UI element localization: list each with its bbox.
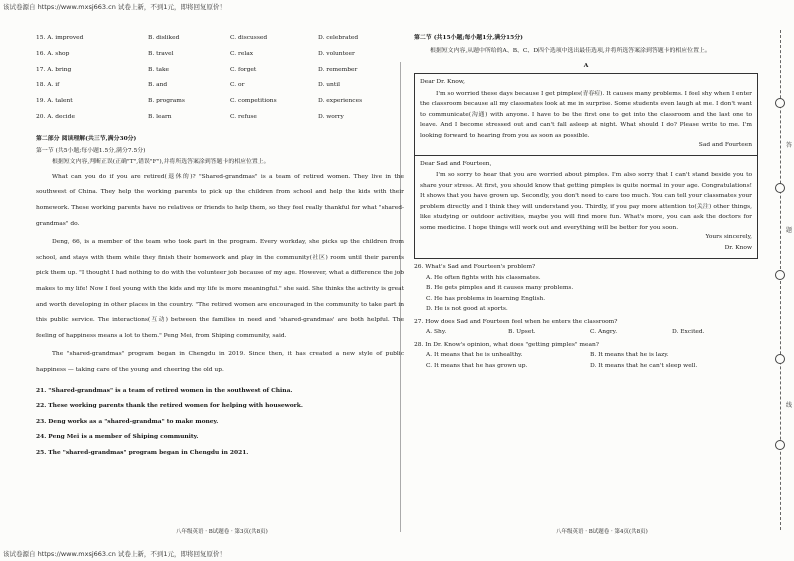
- passage-paragraph: What can you do if you are retired(退休的)? "Shared-grandmas" is a team of retired women. They live in the southwest of China. They help the working parents to pick up the children from school and help the kids with their homework. These working parents have no relatives or friends to help them, so they feel really thankful for what "shared-grandmas" do.: [36, 173, 404, 227]
- question-stem: 28. In Dr. Know's opinion, what does "getting pimples" mean?: [414, 341, 599, 348]
- option-d: D. He is not good at sports.: [426, 306, 508, 312]
- cloze-option-d: D. until: [318, 82, 340, 89]
- option-b: B. He gets pimples and it causes many problems.: [426, 285, 574, 291]
- cloze-option-a: 20. A. decide: [36, 113, 75, 120]
- part-title: 第二部分 阅读理解(共三节,满分30分): [36, 134, 137, 142]
- cloze-row: [36, 50, 404, 66]
- section1-instruction: 根据短文内容,判断正误(正确"T",错误"F"),并将所选答案涂到答题卡的相应位置上。: [52, 158, 270, 165]
- statement-item: 22. These working parents thank the retired women for helping with housework.: [36, 402, 303, 410]
- cloze-option-d: D. remember: [318, 66, 358, 73]
- letter-greeting: Dear Dr. Know,: [420, 79, 466, 85]
- cloze-options: [36, 34, 404, 129]
- question-stem: 27. How does Sad and Fourteen feel when he enters the classroom?: [414, 318, 618, 325]
- cloze-option-a: 15. A. improved: [36, 35, 84, 41]
- binding-hole: [775, 440, 785, 450]
- letter-greeting: Dear Sad and Fourteen,: [420, 160, 492, 167]
- cloze-option-b: B. take: [148, 66, 170, 73]
- cloze-option-c: C. forget: [230, 66, 257, 73]
- question-27: [414, 318, 758, 339]
- cloze-option-a: 19. A. talent: [36, 98, 73, 105]
- watermark-top: 该试卷源自 https://www.mxsj663.cn 试卷上新，不到1元，即将回复原价！: [3, 3, 227, 11]
- cloze-option-b: B. and: [148, 82, 168, 89]
- cloze-option-b: B. travel: [148, 50, 174, 57]
- cloze-option-a: 17. A. bring: [36, 66, 72, 73]
- binding-hole: [775, 183, 785, 193]
- binding-hole: [775, 98, 785, 108]
- cloze-option-c: C. refuse: [230, 113, 257, 120]
- question-26: [414, 263, 758, 316]
- statement-item: 24. Peng Mei is a member of Shiping community.: [36, 433, 199, 441]
- option-c: C. Angry.: [590, 329, 618, 335]
- cloze-option-b: B. learn: [148, 113, 172, 120]
- page-footer-right: 八年级英语 · B试题卷 · 第4页(共8页): [556, 529, 648, 535]
- passage-paragraph: Deng, 66, is a member of the team who took part in the program. Every workday, she picks up the children from school, and stays with them while they finish their homework and play in the community(社区) room until their parents pick them up. "I thought I had nothing to do with the volunteer job because of my age. However, what a difference the job makes to my life! Now I feel young with the kids and my life is more meaningful." she said. She thinks the activity is great and worth developing in other places in the country. "The retired women are encouraged in the community to take part in this public service. The interactions(互动) between the families in need and 'shared-grandmas' are both helpful. The feeling of happiness means a lot to them." Peng Mei, from Shiping community, said.: [36, 239, 404, 339]
- watermark-bottom: 该试卷源自 https://www.mxsj663.cn 试卷上新，不到1元，即将回复原价！: [3, 550, 227, 558]
- cloze-row: [36, 66, 404, 82]
- cloze-row: [36, 113, 404, 129]
- statement-item: 23. Deng works as a "shared-grandma" to make money.: [36, 417, 219, 425]
- cloze-option-a: 16. A. shop: [36, 50, 70, 57]
- cloze-option-c: C. or: [230, 82, 245, 89]
- letter-box: [414, 73, 758, 259]
- option-a: A. Shy.: [426, 329, 447, 335]
- question-28: [414, 341, 758, 373]
- cloze-option-c: C. discussed: [230, 35, 268, 41]
- letter-signature: Dr. Know: [724, 244, 752, 251]
- cloze-row: [36, 81, 404, 97]
- page-footer-left: 八年级英语 · B试题卷 · 第3页(共8页): [176, 529, 268, 535]
- cloze-option-b: B. programs: [148, 98, 185, 105]
- binding-hole: [775, 270, 785, 280]
- question-stem: 26. What's Sad and Fourteen's problem?: [414, 264, 536, 270]
- binding-hole: [775, 354, 785, 364]
- binding-char: 题: [786, 227, 793, 234]
- cloze-option-b: B. disliked: [148, 35, 180, 41]
- option-c: C. It means that he has grown up.: [426, 362, 528, 369]
- cloze-option-c: C. competitions: [230, 98, 277, 105]
- statement-item: 21. "Shared-grandmas" is a team of retired women in the southwest of China.: [36, 386, 293, 394]
- cloze-option-d: D. volunteer: [318, 50, 355, 57]
- section2-title: 第二节 (共15小题;每小题1分,满分15分): [414, 34, 523, 41]
- cloze-row: [36, 34, 404, 50]
- section1-title: 第一节 (共5小题;每小题1.5分,满分7.5分): [36, 147, 146, 154]
- cloze-option-d: D. experiences: [318, 98, 363, 105]
- passage-paragraph: The "shared-grandmas" program began in Chengdu in 2019. Since then, it has created a new style of public happiness — taking care of the young and cheering the old up.: [36, 351, 404, 373]
- letter-body: I'm so worried these days because I get pimples(青春痘). It causes many problems. I feel shy when I enter the classroom because all my classmates look at me in surprise. Some students even laugh at me. I don't want to communicate(沟通) with anyone. I have to be the first one to get into the classroom and the last one to leave. And I become stressed out and can't fall asleep at night. What should I do? Please write to me. I'm looking forward to hearing from you as soon as possible.: [420, 90, 752, 139]
- right-column: [414, 34, 758, 372]
- cloze-option-a: 18. A. if: [36, 82, 60, 89]
- section2-instruction: 根据短文内容,从题中所给的A、B、C、D四个选项中选出最佳选项,并将所选答案涂到答题卡的相应位置上。: [430, 48, 711, 54]
- left-column: [36, 34, 404, 460]
- statements: [36, 383, 404, 461]
- option-a: A. He often fights with his classmates.: [426, 274, 541, 281]
- option-a: A. It means that he is unhealthy.: [426, 352, 523, 358]
- cloze-option-d: D. worry: [318, 113, 344, 120]
- cloze-option-c: C. relax: [230, 50, 254, 57]
- option-d: D. Excited.: [672, 329, 705, 335]
- passage-label: A: [583, 62, 589, 69]
- option-b: B. It means that he is lazy.: [590, 352, 669, 358]
- binding-char: 答: [786, 142, 793, 149]
- reading-passage: [36, 170, 404, 379]
- letter-body: I'm so sorry to hear that you are worried about pimples. I'm also sorry that I can't stand beside you to share your stress. At first, you should know that getting pimples is quite normal in your age. Congratulations! It shows that you have grown up. Secondly, you don't need to care too much. You can tell your classmates your problem directly and I think they will understand you. Thirdly, if you pay more attention to(关注) other things, like studying or outdoor activities, maybe you will find more fun. What's more, you can ask the doctors for some medicine. I hope things will work out and everything will be better for you soon.: [420, 172, 752, 231]
- cloze-option-d: D. celebrated: [318, 35, 359, 41]
- option-b: B. Upset.: [508, 329, 536, 335]
- letter-signature: Sad and Fourteen: [698, 142, 752, 148]
- statement-item: 25. The "shared-grandmas" program began in Chengdu in 2021.: [36, 448, 249, 456]
- option-d: D. It means that he can't sleep well.: [590, 362, 698, 369]
- option-c: C. He has problems in learning English.: [426, 295, 546, 302]
- cloze-row: [36, 97, 404, 113]
- letter-closing: Yours sincerely,: [705, 234, 752, 240]
- binding-char: 线: [786, 402, 793, 409]
